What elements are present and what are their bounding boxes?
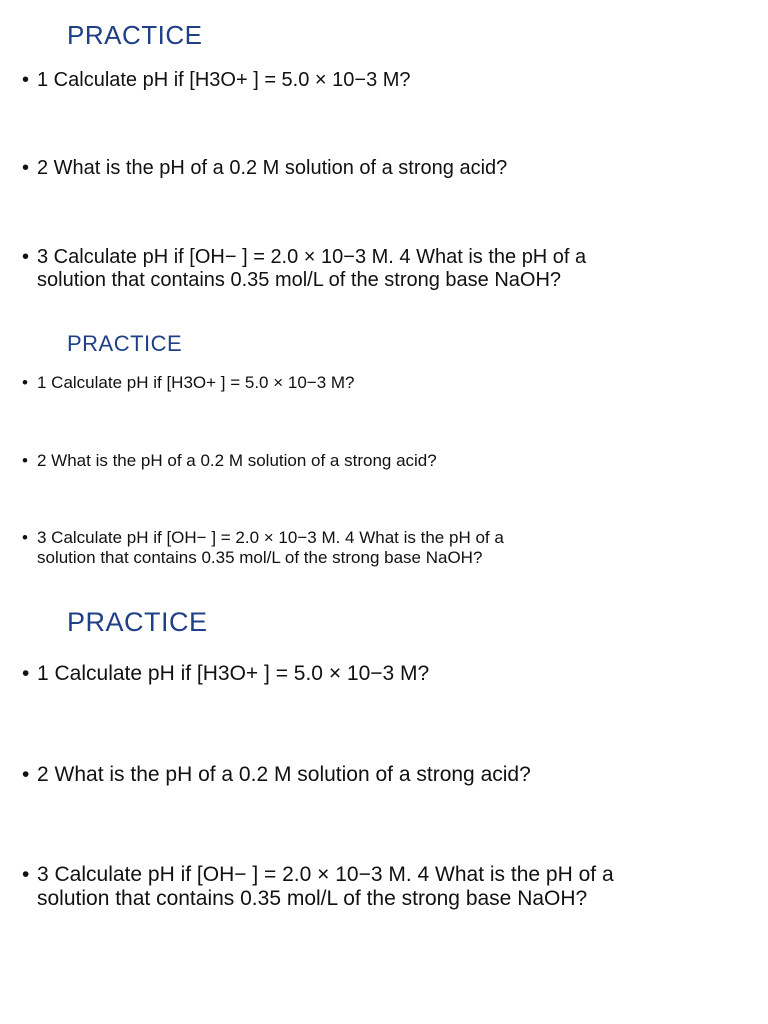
bullet-icon: • [22,69,30,91]
practice-item-1 [22,662,728,686]
practice-item-text: 2 What is the pH of a 0.2 M solution of a strong acid? [37,763,531,786]
bullet-icon: • [22,451,28,470]
practice-item-text: 1 Calculate pH if [H3O+ ] = 5.0 × 10−3 M? [37,662,430,685]
bullet-icon: • [22,662,30,685]
practice-item-text: 1 Calculate pH if [H3O+ ] = 5.0 × 10−3 M? [37,69,411,91]
slide-title: PRACTICE [67,607,208,637]
practice-item-text: 2 What is the pH of a 0.2 M solution of a strong acid? [37,157,508,179]
practice-item-text: 2 What is the pH of a 0.2 M solution of a strong acid? [37,451,437,470]
practice-item-1 [22,373,728,393]
bullet-icon: • [22,863,30,886]
bullet-icon: • [22,763,30,786]
practice-item-text: 3 Calculate pH if [OH− ] = 2.0 × 10−3 M. 4 What is the pH of a solution that contains 0.35 mol/L of the strong base NaOH? [37,863,614,910]
slide-title: PRACTICE [67,20,203,50]
practice-item-3 [22,246,728,292]
practice-item-text: 3 Calculate pH if [OH− ] = 2.0 × 10−3 M. 4 What is the pH of a solution that contains 0.35 mol/L of the strong base NaOH? [37,246,587,291]
practice-item-text: 1 Calculate pH if [H3O+ ] = 5.0 × 10−3 M? [37,373,355,392]
practice-item-text: 3 Calculate pH if [OH− ] = 2.0 × 10−3 M. 4 What is the pH of a solution that contains 0.35 mol/L of the strong base NaOH? [37,528,504,567]
bullet-icon: • [22,373,28,392]
practice-item-2 [22,451,728,471]
practice-item-1 [22,69,728,92]
practice-item-2 [22,763,728,787]
practice-item-2 [22,157,728,180]
practice-item-3 [22,528,728,568]
bullet-icon: • [22,246,30,268]
slide-title: PRACTICE [67,331,183,356]
bullet-icon: • [22,528,28,547]
bullet-icon: • [22,157,30,179]
practice-item-3 [22,863,728,911]
